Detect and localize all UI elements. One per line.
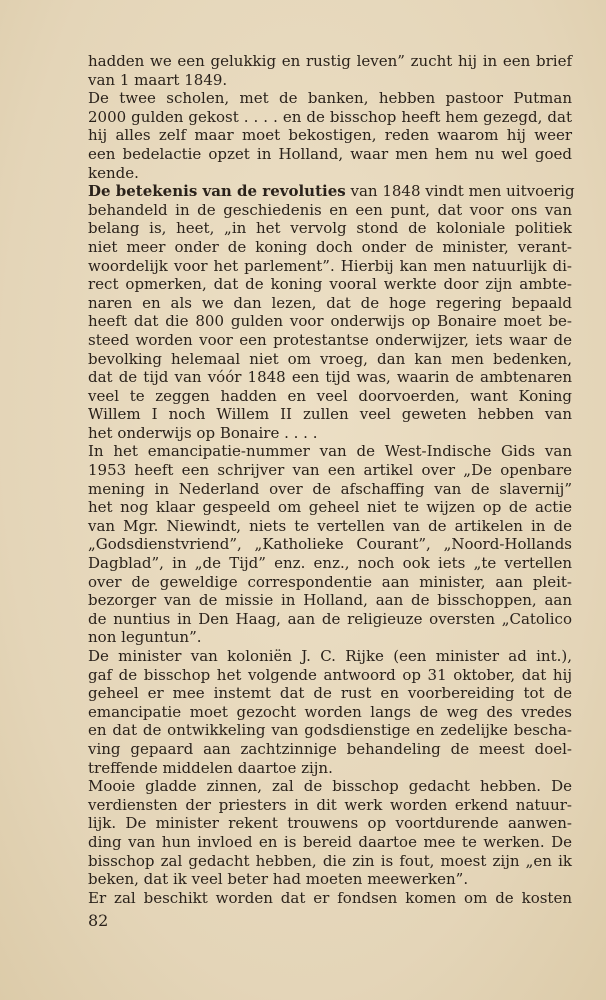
text-line: De twee scholen, met de banken, hebben pastoor Putman (88, 89, 572, 108)
text-line: De minister van koloniën J. C. Rijke (een minister ad int.), (88, 647, 572, 665)
text-line: dat de tijd van vóór 1848 een tijd was, waarin de ambtenaren (88, 368, 572, 387)
text-line: verdiensten der priesters in dit werk worden erkend natuur- (88, 795, 572, 814)
text-line: een bedelactie opzet in Holland, waar men hem nu wel goed (88, 144, 572, 163)
text-line: bezorger van de missie in Holland, aan de bisschoppen, aan (88, 591, 572, 610)
text-line: lijk. De minister rekent trouwens op voortdurende aanwen- (88, 814, 572, 833)
text-line: van 1 maart 1849. (88, 70, 228, 89)
text-line: het onderwijs op Bonaire . . . . (88, 423, 318, 442)
text-line: over de geweldige correspondentie aan minister, aan pleit- (88, 572, 572, 591)
text-line: Willem I noch Willem II zullen veel geweten hebben van (88, 405, 572, 424)
text-line: Er zal beschikt worden dat er fondsen komen om de kosten (88, 888, 572, 907)
text-line: Mooie gladde zinnen, zal de bisschop gedacht hebben. De (88, 777, 572, 796)
text-line: van Mgr. Niewindt, niets te vertellen van de artikelen in de (88, 516, 572, 535)
section-heading: De betekenis van de revoluties (88, 182, 346, 201)
text-line: behandeld in de geschiedenis en een punt, dat voor ons van (88, 200, 572, 219)
text-line: 1953 heeft een schrijver van een artikel over „De openbare (88, 461, 572, 480)
text-line: treffende middelen daartoe zijn. (88, 758, 333, 777)
text-line: kende. (88, 163, 139, 182)
text-line: heeft dat die 800 gulden voor onderwijs op Bonaire moet be- (88, 312, 572, 331)
text-line: bevolking helemaal niet om vroeg, dan kan men bedenken, (88, 349, 572, 368)
text-line: en dat de ontwikkeling van godsdienstige en zedelijke bescha- (88, 721, 572, 740)
text-line: emancipatie moet gezocht worden langs de weg des vredes (88, 702, 572, 721)
text-line: gaf de bisschop het volgende antwoord op 31 oktober, dat hij (88, 665, 572, 684)
text-line (88, 182, 575, 201)
text-line: het nog klaar gespeeld om geheel niet te wijzen op de actie (88, 498, 572, 517)
text-line: In het emancipatie-nummer van de West-Indische Gids van (88, 442, 572, 461)
text-line: veel te zeggen hadden en veel doorvoerden, want Koning (88, 386, 572, 405)
text-line: woordelijk voor het parlement”. Hierbij kan men natuurlijk di- (88, 256, 572, 275)
text-line: hij alles zelf maar moet bekostigen, reden waarom hij weer (88, 126, 572, 145)
text-line: ving gepaard aan zachtzinnige behandeling de meest doel- (88, 739, 572, 758)
text-line: rect opmerken, dat de koning vooral werkte door zijn ambte- (88, 275, 572, 294)
page-number: 82 (88, 911, 109, 930)
text-line: niet meer onder de koning doch onder de minister, verant- (88, 237, 572, 256)
text-line: steed worden voor een protestantse onderwijzer, iets waar de (88, 330, 572, 349)
text-line: 2000 gulden gekost . . . . en de bisschop heeft hem gezegd, dat (88, 107, 572, 126)
text-line: de nuntius in Den Haag, aan de religieuze oversten „Catolico (88, 609, 572, 628)
text-line-content: van 1848 vindt men uitvoerig (345, 182, 575, 201)
body-text (88, 52, 575, 907)
text-line: mening in Nederland over de afschaffing van de slavernij” (88, 479, 572, 498)
text-line: belang is, heet, „in het vervolg stond de koloniale politiek (88, 219, 572, 238)
text-line: „Godsdienstvriend”, „Katholieke Courant”, „Noord-Hollands (88, 535, 572, 554)
text-line: non leguntun”. (88, 628, 202, 647)
text-line: beken, dat ik veel beter had moeten meewerken”. (88, 870, 469, 889)
text-line: Dagblad”, in „de Tijd” enz. enz., noch ook iets „te vertellen (88, 554, 572, 573)
text-line: bisschop zal gedacht hebben, die zin is fout, moest zijn „en ik (88, 851, 572, 870)
text-line: geheel er mee instemt dat de rust en voorbereiding tot de (88, 684, 572, 703)
text-line: naren en als we dan lezen, dat de hoge regering bepaald (88, 293, 572, 312)
text-line: hadden we een gelukkig en rustig leven” zucht hij in een brief (88, 52, 572, 70)
text-line: ding van hun invloed en is bereid daartoe mee te werken. De (88, 832, 572, 851)
